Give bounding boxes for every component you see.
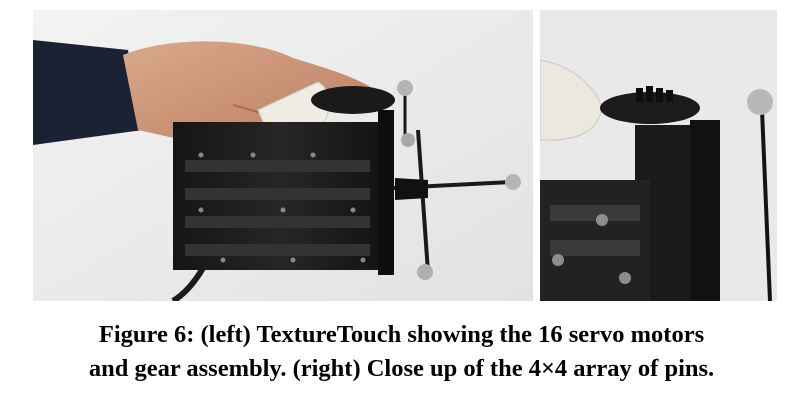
- device-body: [173, 110, 394, 275]
- figure-caption: [0, 318, 803, 386]
- right-photo: [540, 10, 777, 301]
- left-photo: [33, 10, 533, 301]
- top-disc: [311, 86, 395, 114]
- caption-line-2: and gear assembly. (right) Close up of the 4×4 array of pins.: [88, 355, 715, 382]
- caption-line-1: Figure 6: (left) TextureTouch showing the 16 servo motors: [98, 321, 705, 348]
